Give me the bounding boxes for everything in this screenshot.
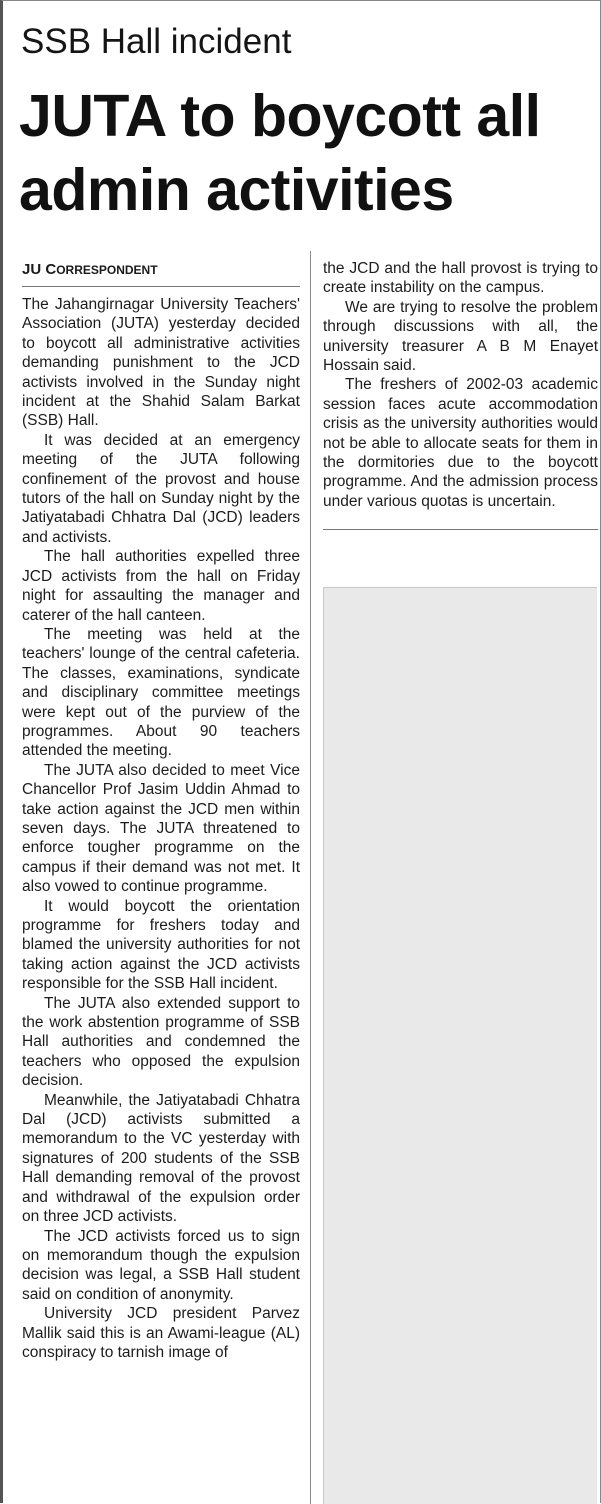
paragraph: The hall authorities expelled three JCD activists from the hall on Friday night for assaulting the manager and caterer of the hall canteen. [22, 548, 300, 624]
paragraph: The freshers of 2002-03 academic session faces acute accommodation crisis as the university authorities would not be able to allocate seats for them in the dormitories due to the boycott programme. And the admission process under various quotas is uncertain. [323, 376, 598, 510]
paragraph: Meanwhile, the Jatiyatabadi Chhatra Dal (JCD) activists submitted a memorandum to the VC yesterday with signatures of 200 students of the SSB Hall demanding removal of the provost and withdrawal of the expulsion order on three JCD activists. [22, 1091, 300, 1226]
paragraph: It was decided at an emergency meeting of the JUTA following confinement of the provost and house tutors of the hall on Sunday night by the Jatiyatabadi Chhatra Dal (JCD) leaders and activists. [22, 431, 300, 546]
paragraph: It would boycott the orientation programme for freshers today and blamed the university authorities for not taking action against the JCD activists responsible for the SSB Hall incident. [22, 897, 300, 993]
left-body [22, 295, 300, 1362]
article-headline: JUTA to boycott all admin activities [19, 83, 541, 223]
byline-initial: JU C [22, 261, 57, 278]
paragraph: The JCD activists forced us to sign on memorandum though the expulsion decision was legal, a SSB Hall student said on condition of anonymity. [22, 1227, 300, 1303]
paragraph: We are trying to resolve the problem through discussions with all, the university treasurer A B M Enayet Hossain said. [323, 298, 598, 375]
empty-ad-space [323, 587, 597, 1504]
paragraph: the JCD and the hall provost is trying to create instability on the campus. [323, 260, 598, 297]
byline-rest: ORRESPONDENT [56, 263, 158, 277]
paragraph: The JUTA also decided to meet Vice Chancellor Prof Jasim Uddin Ahmad to take action against the JCD men within seven days. The JUTA threatened to enforce tougher programme on the campus if their demand was not met. It also vowed to continue programme. [22, 761, 300, 896]
column-end-rule [323, 529, 598, 530]
article-kicker: SSB Hall incident [21, 22, 292, 61]
paragraph: The Jahangirnagar University Teachers' Association (JUTA) yesterday decided to boycott all administrative activities demanding punishment to the JCD activists involved in the Sunday night incident at the Shahid Salam Barkat (SSB) Hall. [22, 296, 300, 430]
right-body [323, 259, 598, 511]
paragraph: University JCD president Parvez Mallik said this is an Awami-league (AL) conspiracy to tarnish image of [22, 1305, 300, 1361]
byline [22, 259, 300, 287]
paragraph: The meeting was held at the teachers' lounge of the central cafeteria. The classes, examinations, syndicate and disciplinary committee meetings were kept out of the purview of the programmes. About 90 teachers attended the meeting. [22, 625, 300, 760]
column-divider [310, 251, 311, 1504]
paragraph: The JUTA also extended support to the work abstention programme of SSB Hall authorities and condemned the teachers who opposed the expulsion decision. [22, 994, 300, 1090]
left-column [22, 259, 300, 1362]
right-column [323, 259, 598, 530]
